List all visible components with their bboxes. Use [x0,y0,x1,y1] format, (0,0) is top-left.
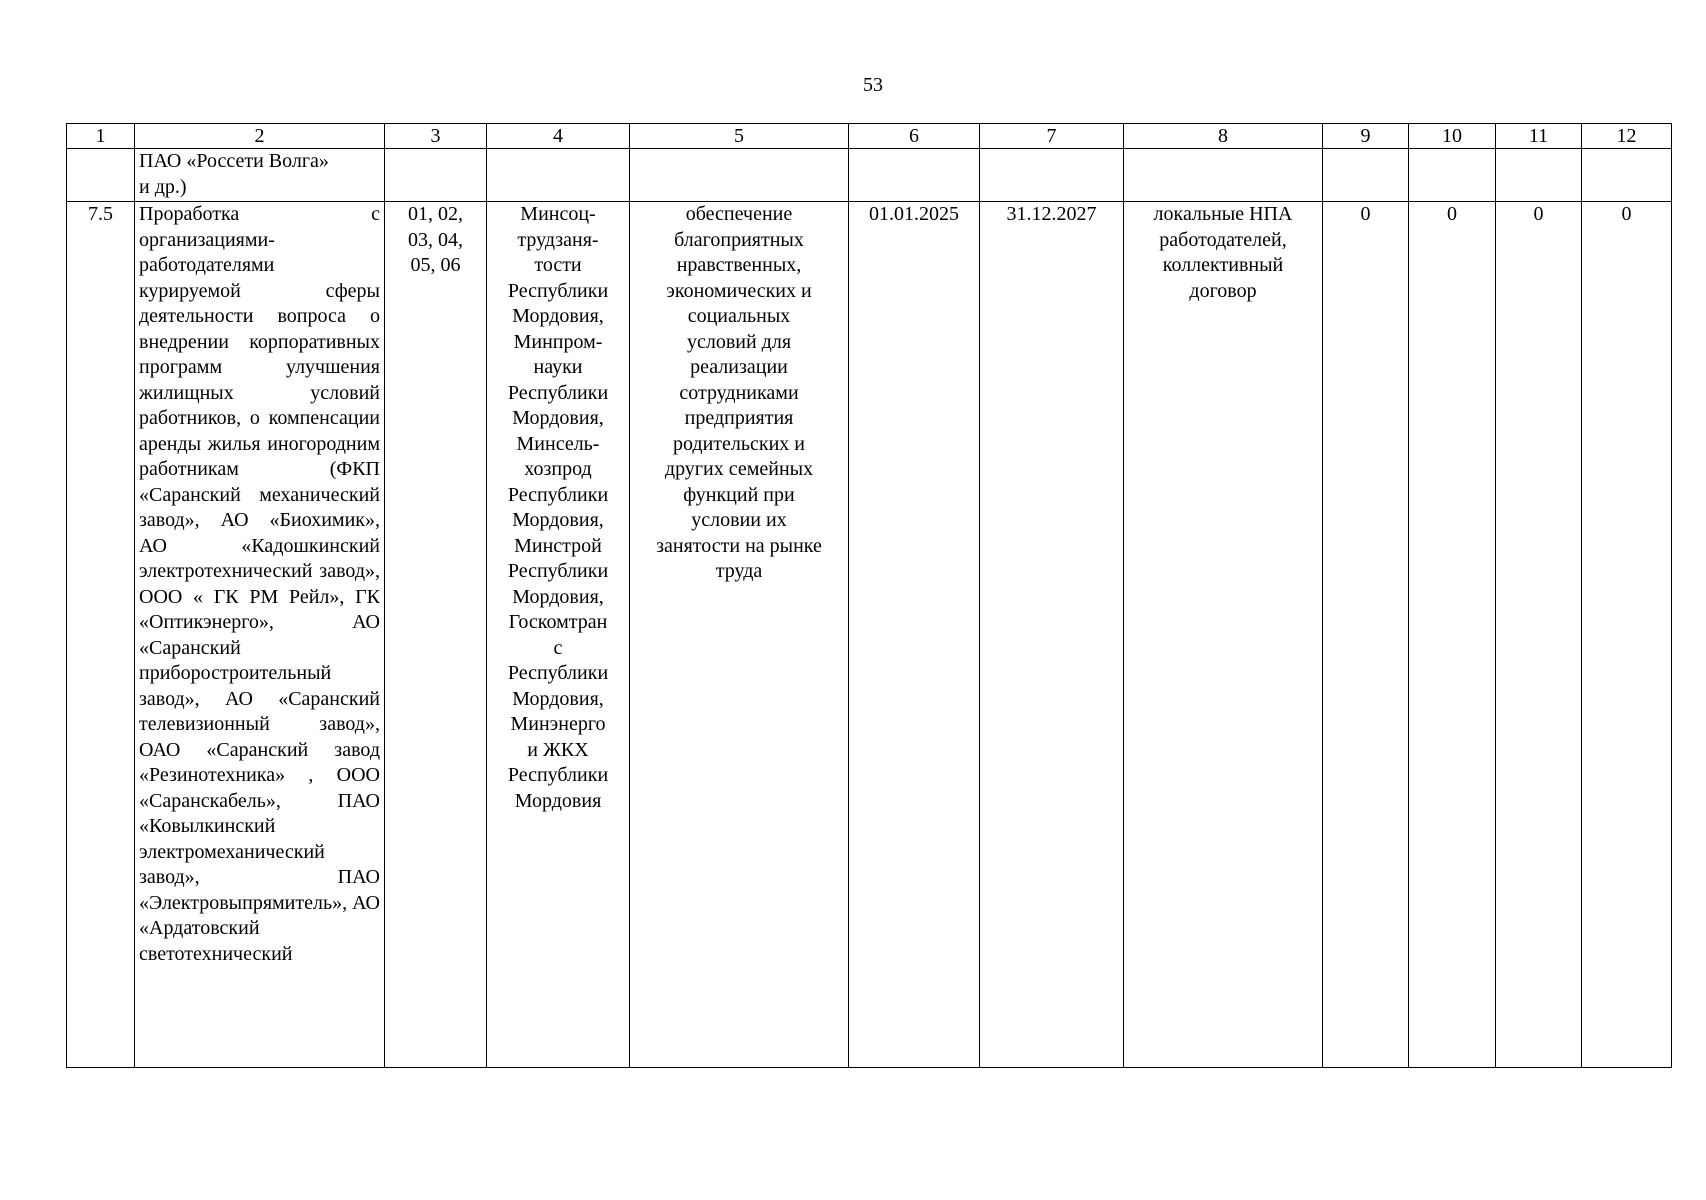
header-col-11: 11 [1496,124,1582,149]
cont-cell-6 [849,149,980,202]
value-col-9: 0 [1323,202,1409,1068]
cont-cell-12 [1582,149,1672,202]
header-col-5: 5 [630,124,849,149]
header-col-2: 2 [135,124,385,149]
cont-cell-organizations: ПАО «Россети Волга» и др.) [135,149,385,202]
header-col-6: 6 [849,124,980,149]
codes-cell: 01, 02, 03, 04, 05, 06 [385,202,487,1068]
header-col-1: 1 [67,124,135,149]
header-col-3: 3 [385,124,487,149]
header-col-8: 8 [1124,124,1323,149]
value-col-10: 0 [1409,202,1496,1068]
cont-cell-3 [385,149,487,202]
row-number: 7.5 [67,202,135,1068]
cont-cell-10 [1409,149,1496,202]
measures-table [66,123,1672,1068]
header-col-9: 9 [1323,124,1409,149]
start-date-cell: 01.01.2025 [849,202,980,1068]
cont-cell-7 [980,149,1124,202]
continuation-row [67,149,1672,202]
header-col-12: 12 [1582,124,1672,149]
cont-cell-9 [1323,149,1409,202]
table-row-7-5 [67,202,1672,1068]
executors-cell: Минсоц- трудзаня- тости Республики Мордовия, Минпром- науки Республики Мордовия, Минсель- хозпрод Республики Мордовия, Минстрой Республики Мордовия, Госкомтран с Республики Мордовия, Минэнерго и ЖКХ Республики Мордовия [487,202,630,1068]
header-col-7: 7 [980,124,1124,149]
header-col-4: 4 [487,124,630,149]
page-number: 53 [863,74,883,96]
cont-cell-8 [1124,149,1323,202]
value-col-11: 0 [1496,202,1582,1068]
cont-cell-5 [630,149,849,202]
header-col-10: 10 [1409,124,1496,149]
cont-cell-1 [67,149,135,202]
value-col-12: 0 [1582,202,1672,1068]
result-cell: обеспечение благоприятных нравственных, экономических и социальных условий для реализации сотрудниками предприятия родительских и других семейных функций при условии их занятости на рынке труда [630,202,849,1068]
measure-description: Проработка с организациями-работодателями курируемой сферы деятельности вопроса о внедрении корпоративных программ улучшения жилищных условий работников, о компенсации аренды жилья иногородним работникам (ФКП «Саранский механический завод», АО «Биохимик», АО «Кадошкинский электротехнический завод», ООО « ГК РМ Рейл», ГК «Оптикэнерго», АО «Саранский приборостроительный завод», АО «Саранский телевизионный завод», ОАО «Саранский завод «Резинотехника» , ООО «Саранскабель», ПАО «Ковылкинский электромеханический завод», ПАО «Электровыпрямитель», АО «Ардатовский светотехнический [135,202,385,1068]
end-date-cell: 31.12.2027 [980,202,1124,1068]
cont-cell-4 [487,149,630,202]
header-row [67,124,1672,149]
cont-cell-11 [1496,149,1582,202]
document-cell: локальные НПА работодателей, коллективный договор [1124,202,1323,1068]
